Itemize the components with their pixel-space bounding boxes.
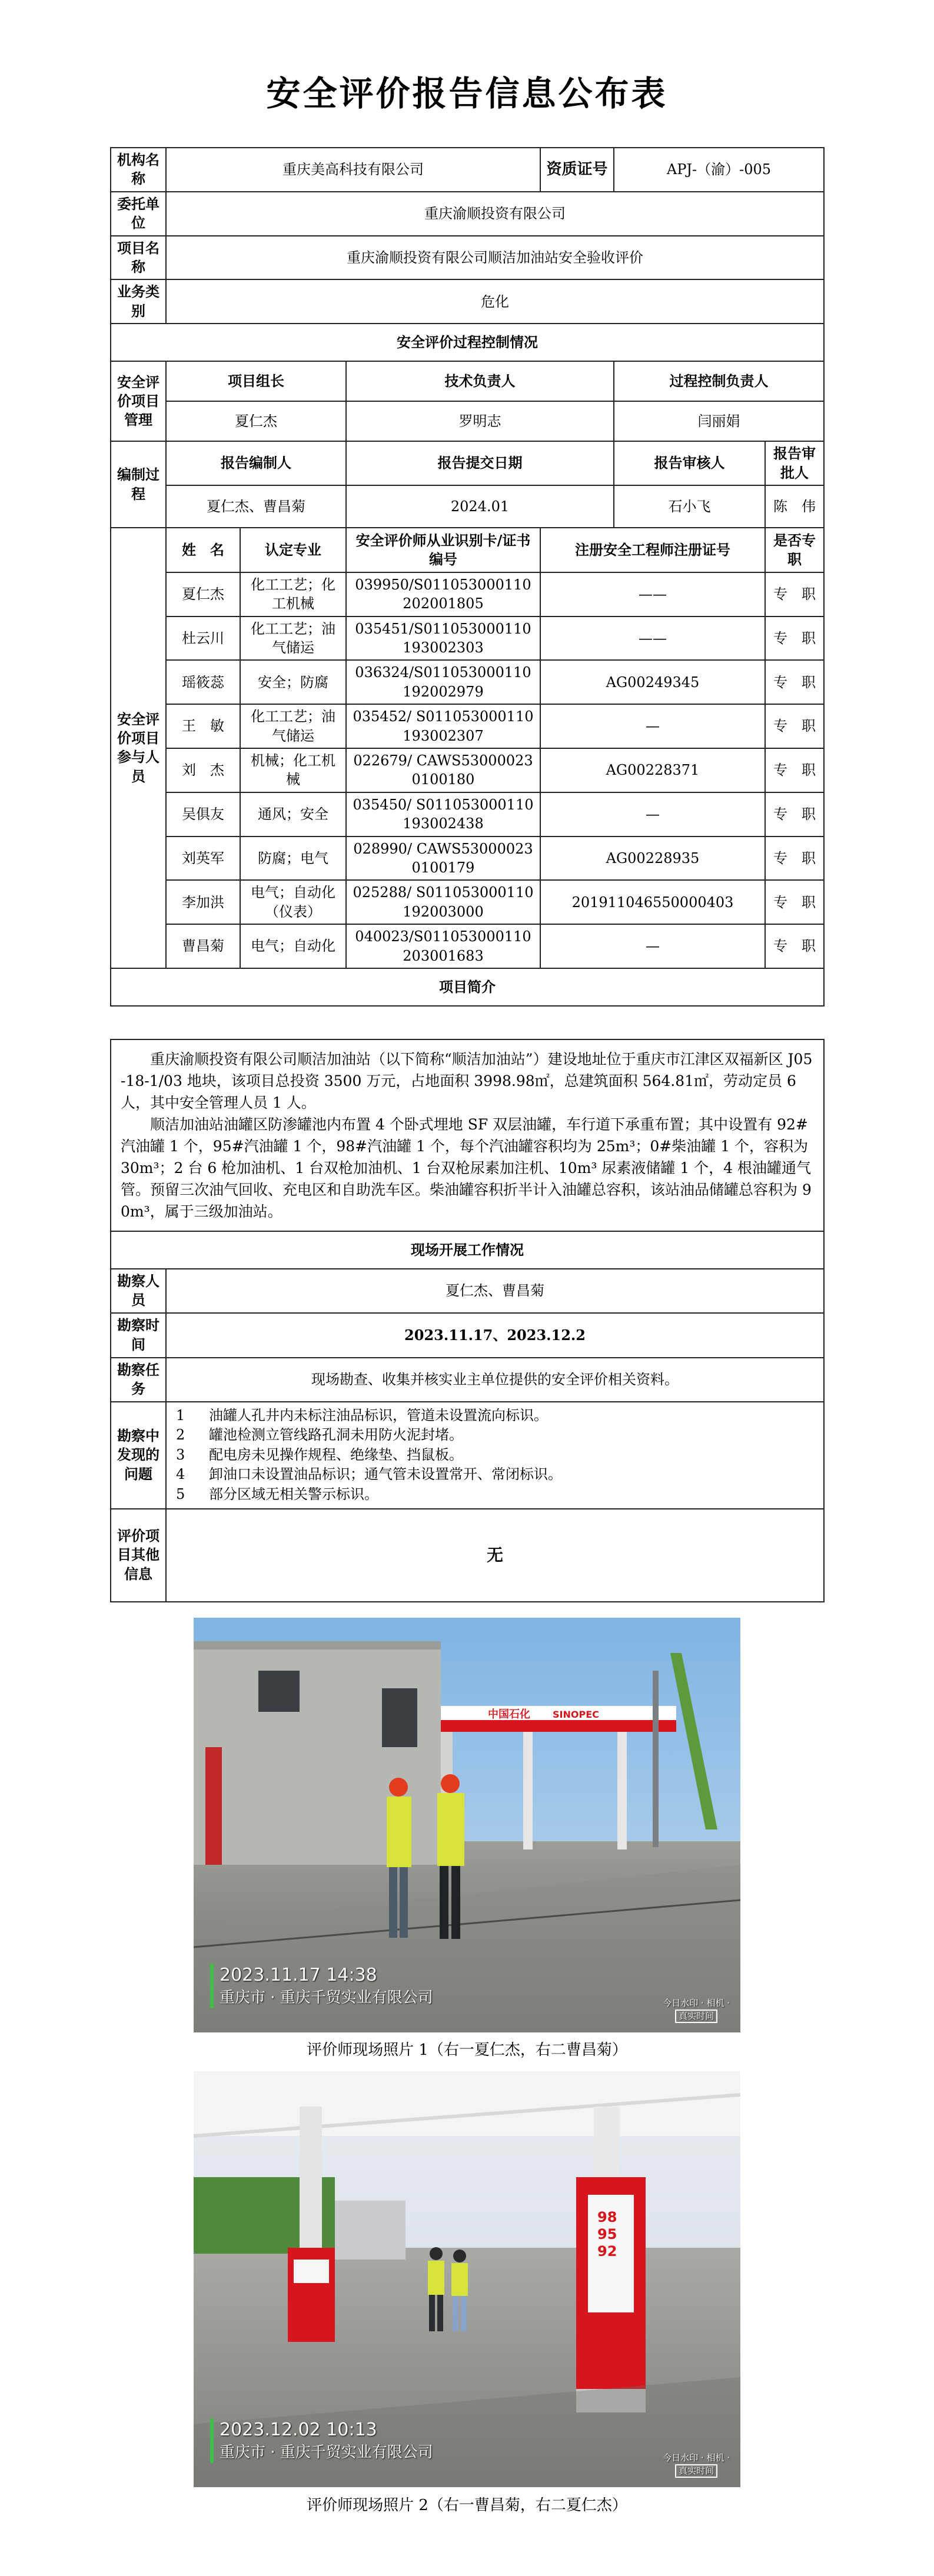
issue-text: 配电房未见操作规程、绝缘垫、挡鼠板。	[209, 1446, 463, 1463]
business-row	[111, 279, 824, 324]
participant-major: 化工工艺；油气储运	[240, 704, 346, 748]
table-row	[111, 880, 824, 924]
participants-header-name: 姓 名	[166, 528, 240, 572]
issue-number: 4	[176, 1466, 185, 1483]
mgmt-leader: 夏仁杰	[166, 401, 346, 441]
photo-2-badge: 真实时间	[675, 2464, 717, 2478]
participant-fulltime: 专 职	[765, 837, 824, 881]
field-section-title: 现场开展工作情况	[111, 1231, 824, 1269]
participant-reg: —	[540, 792, 765, 837]
mgmt-header-row	[111, 361, 824, 401]
participant-cert: 035450/ S011053000110193002438	[346, 792, 540, 837]
canopy-sign: 中国石化	[488, 1708, 530, 1721]
site-photo-1	[194, 1618, 740, 2032]
photo-1-app-name: 今日水印 · 相机 ·	[663, 1997, 730, 2008]
compile-date: 2024.01	[346, 485, 614, 528]
intro-section-row	[111, 968, 824, 1006]
participant-cert: 036324/S011053000110192002979	[346, 660, 540, 704]
participant-reg: ——	[540, 572, 765, 616]
compile-reviewer: 石小飞	[614, 485, 765, 528]
table-row	[111, 660, 824, 704]
table-row	[111, 792, 824, 837]
survey-staff-row	[111, 1269, 824, 1313]
participant-major: 化工工艺；化工机械	[240, 572, 346, 616]
participant-cert: 039950/S011053000110202001805	[346, 572, 540, 616]
survey-staff-value: 夏仁杰、曹昌菊	[166, 1269, 824, 1313]
participant-cert: 022679/ CAWS530000230100180	[346, 748, 540, 792]
participant-major: 电气；自动化	[240, 924, 346, 968]
process-section-title: 安全评价过程控制情况	[111, 324, 824, 361]
fuel-grade-95: 95	[597, 2225, 617, 2242]
table-row	[111, 616, 824, 661]
compile-label: 编制过程	[111, 441, 166, 528]
participant-name: 杜云川	[166, 616, 240, 661]
issue-text: 罐池检测立管线路孔洞未用防火泥封堵。	[209, 1427, 463, 1444]
photo-1-app-watermark	[663, 1998, 730, 2024]
participant-fulltime: 专 职	[765, 572, 824, 616]
participant-major: 安全；防腐	[240, 660, 346, 704]
survey-time-value: 2023.11.17、2023.12.2	[166, 1313, 824, 1358]
intro-row	[111, 1039, 824, 1231]
participant-reg: —	[540, 924, 765, 968]
participants-header-row	[111, 528, 824, 572]
intro-paragraph-2: 顺洁加油站油罐区防渗罐池内布置 4 个卧式埋地 SF 双层油罐，车行道下承重布置；其中设置有 92#汽油罐 1 个，95#汽油罐 1 个，98#汽油罐 1 个，每个汽油罐容积均为 25m³；0#柴油罐 1 个，容积为 30m³；2 台 6 枪加油机、1 台双枪加油机、1 台双枪尿素加注机、10m³ 尿素液储罐 1 个，4 根油罐通气管。预留三次油气回收、充电区和自助洗车区。柴油罐容积折半计入油罐总容积，该站油品储罐总容积为 90m³，属于三级加油站。	[121, 1116, 812, 1220]
table-row	[111, 704, 824, 748]
survey-task-row	[111, 1358, 824, 1402]
site-photo-2	[194, 2071, 740, 2487]
table-row	[111, 924, 824, 968]
list-item	[176, 1425, 814, 1445]
qual-label: 资质证号	[540, 148, 614, 192]
participant-major: 电气；自动化（仪表）	[240, 880, 346, 924]
mgmt-control: 闫丽娟	[614, 401, 824, 441]
canopy-sign-latin: SINOPEC	[553, 1709, 599, 1720]
mgmt-header-leader: 项目组长	[166, 361, 346, 401]
field-work-table	[110, 1039, 825, 1602]
compile-header-author: 报告编制人	[166, 441, 346, 485]
issue-number: 2	[176, 1427, 185, 1444]
fuel-grade-92: 92	[597, 2242, 617, 2260]
mgmt-value-row	[111, 401, 824, 441]
photo-1-caption: 评价师现场照片 1（右一夏仁杰，右二曹昌菊）	[307, 2041, 627, 2059]
compile-value-row	[111, 485, 824, 528]
issue-number: 3	[176, 1446, 185, 1463]
table-row	[111, 748, 824, 792]
evaluation-info-table	[110, 147, 825, 1007]
participant-fulltime: 专 职	[765, 748, 824, 792]
participant-major: 化工工艺；油气储运	[240, 616, 346, 661]
participant-reg: AG00249345	[540, 660, 765, 704]
compile-approver: 陈 伟	[765, 485, 824, 528]
photo-1-watermark	[210, 1964, 433, 2008]
org-label: 机构名称	[111, 148, 166, 192]
participant-cert: 040023/S011053000110203001683	[346, 924, 540, 968]
participant-cert: 035452/ S011053000110193002307	[346, 704, 540, 748]
photo-2-watermark	[210, 2418, 433, 2463]
project-value: 重庆渝顺投资有限公司顺洁加油站安全验收评价	[166, 236, 824, 280]
other-label: 评价项目其他信息	[111, 1509, 166, 1602]
list-item	[176, 1465, 814, 1485]
photo-2-app-watermark	[663, 2452, 730, 2478]
issues-row	[111, 1402, 824, 1509]
mgmt-header-tech: 技术负责人	[346, 361, 614, 401]
participants-header-cert: 安全评价师从业识别卡/证书编号	[346, 528, 540, 572]
issues-label: 勘察中发现的问题	[111, 1402, 166, 1509]
photo-2-timestamp: 2023.12.02 10:13	[220, 2420, 377, 2440]
issue-number: 5	[176, 1485, 185, 1502]
qual-value: APJ-（渝）-005	[614, 148, 824, 192]
photo-1-location: 重庆市 · 重庆千贸实业有限公司	[220, 1988, 433, 2007]
compile-header-approver: 报告审批人	[765, 441, 824, 485]
issue-text: 部分区域无相关警示标识。	[209, 1485, 378, 1502]
business-value: 危化	[166, 279, 824, 324]
compile-header-date: 报告提交日期	[346, 441, 614, 485]
participant-reg: —	[540, 704, 765, 748]
mgmt-header-control: 过程控制负责人	[614, 361, 824, 401]
intro-text	[111, 1039, 824, 1231]
participant-name: 瑶筱蕊	[166, 660, 240, 704]
participant-name: 王 敏	[166, 704, 240, 748]
photo-2-location: 重庆市 · 重庆千贸实业有限公司	[220, 2443, 433, 2461]
intro-paragraph-1: 重庆渝顺投资有限公司顺洁加油站（以下简称“顺洁加油站”）建设地址位于重庆市江津区双福新区 J05-18-1/03 地块，该项目总投资 3500 万元，占地面积 3998.98㎡，总建筑面积 564.81㎡，劳动定员 6 人，其中安全管理人员 1 人。	[121, 1051, 813, 1111]
fuel-price-sign	[597, 2209, 617, 2260]
survey-task-value: 现场勘查、收集并核实业主单位提供的安全评价相关资料。	[166, 1358, 824, 1402]
participant-fulltime: 专 职	[765, 704, 824, 748]
participant-cert: 035451/S011053000110193002303	[346, 616, 540, 661]
list-item	[176, 1485, 814, 1505]
issues-list	[166, 1402, 824, 1509]
participant-reg: ——	[540, 616, 765, 661]
list-item	[176, 1445, 814, 1465]
project-label: 项目名称	[111, 236, 166, 280]
participant-major: 通风；安全	[240, 792, 346, 837]
survey-task-label: 勘察任务	[111, 1358, 166, 1402]
photo-2-caption: 评价师现场照片 2（右一曹昌菊，右二夏仁杰）	[307, 2497, 627, 2514]
issue-text: 卸油口未设置油品标识；通气管未设置常开、常闭标识。	[209, 1466, 562, 1483]
compile-header-reviewer: 报告审核人	[614, 441, 765, 485]
fuel-grade-98: 98	[597, 2209, 617, 2225]
participants-header-major: 认定专业	[240, 528, 346, 572]
participant-reg: AG00228371	[540, 748, 765, 792]
participant-name: 夏仁杰	[166, 572, 240, 616]
participant-fulltime: 专 职	[765, 792, 824, 837]
list-item	[176, 1406, 814, 1426]
client-value: 重庆渝顺投资有限公司	[166, 192, 824, 236]
org-row	[111, 148, 824, 192]
other-value: 无	[166, 1509, 824, 1602]
project-row	[111, 236, 824, 280]
photo-2-app-name: 今日水印 · 相机 ·	[663, 2452, 730, 2463]
participant-name: 刘英军	[166, 837, 240, 881]
participant-fulltime: 专 职	[765, 616, 824, 661]
participants-header-fulltime: 是否专职	[765, 528, 824, 572]
table-row	[111, 837, 824, 881]
mgmt-tech: 罗明志	[346, 401, 614, 441]
participant-name: 曹昌菊	[166, 924, 240, 968]
participant-fulltime: 专 职	[765, 924, 824, 968]
survey-time-row	[111, 1313, 824, 1358]
compile-header-row	[111, 441, 824, 485]
table-row	[111, 572, 824, 616]
other-row	[111, 1509, 824, 1602]
field-section-row	[111, 1231, 824, 1269]
photo-1-timestamp: 2023.11.17 14:38	[220, 1965, 377, 1985]
compile-author: 夏仁杰、曹昌菊	[166, 485, 346, 528]
issue-text: 油罐人孔井内未标注油品标识，管道未设置流向标识。	[209, 1407, 548, 1424]
participant-fulltime: 专 职	[765, 880, 824, 924]
page-title: 安全评价报告信息公布表	[266, 74, 668, 114]
process-section-row	[111, 324, 824, 361]
photo-1-badge: 真实时间	[675, 2010, 717, 2023]
survey-time-label: 勘察时间	[111, 1313, 166, 1358]
participant-cert: 028990/ CAWS530000230100179	[346, 837, 540, 881]
participants-label: 安全评价项目参与人员	[111, 528, 166, 968]
participants-header-reg: 注册安全工程师注册证号	[540, 528, 765, 572]
business-label: 业务类别	[111, 279, 166, 324]
intro-section-title: 项目简介	[111, 968, 824, 1006]
participant-fulltime: 专 职	[765, 660, 824, 704]
participant-cert: 025288/ S011053000110192003000	[346, 880, 540, 924]
client-row	[111, 192, 824, 236]
participant-name: 李加洪	[166, 880, 240, 924]
survey-staff-label: 勘察人员	[111, 1269, 166, 1313]
participant-reg: AG00228935	[540, 837, 765, 881]
client-label: 委托单位	[111, 192, 166, 236]
org-value: 重庆美高科技有限公司	[166, 148, 540, 192]
participant-name: 刘 杰	[166, 748, 240, 792]
mgmt-label: 安全评价项目管理	[111, 361, 166, 441]
participant-major: 防腐；电气	[240, 837, 346, 881]
participant-major: 机械；化工机械	[240, 748, 346, 792]
issue-number: 1	[176, 1407, 185, 1424]
participant-name: 吴俱友	[166, 792, 240, 837]
participant-reg: 201911046550000403	[540, 880, 765, 924]
